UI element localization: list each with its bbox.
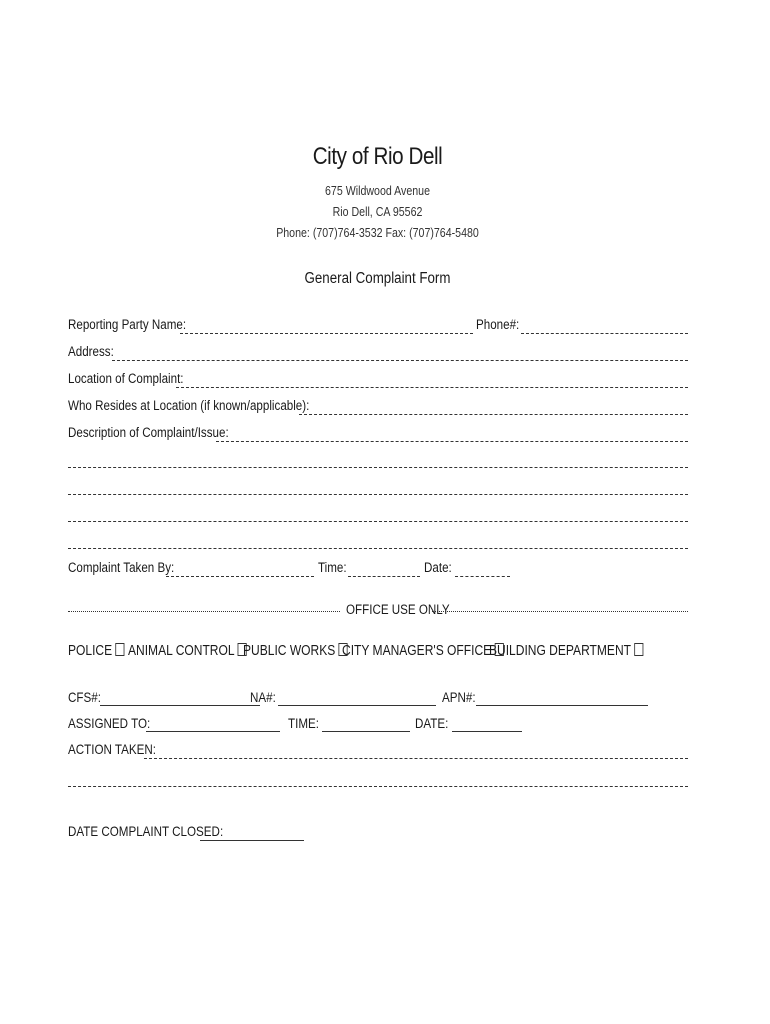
action-taken-label: ACTION TAKEN: [68, 741, 157, 757]
description-line[interactable] [68, 494, 688, 495]
resides-field[interactable] [299, 414, 688, 415]
dept-city-manager[interactable]: CITY MANAGER'S OFFICE [342, 643, 504, 659]
action-taken-line[interactable] [68, 786, 688, 787]
apn-field[interactable] [476, 705, 648, 706]
taken-by-label: Complaint Taken By: [68, 560, 175, 575]
description-label: Description of Complaint/Issue: [68, 425, 229, 440]
cfs-label: CFS#: [68, 689, 101, 705]
na-label: NA#: [250, 689, 276, 705]
office-use-heading: OFFICE USE ONLY [346, 602, 450, 617]
dept-building[interactable]: BUILDING DEPARTMENT [489, 643, 643, 659]
office-date-field[interactable] [452, 731, 522, 732]
date-closed-label: DATE COMPLAINT CLOSED: [68, 823, 224, 839]
apn-label: APN#: [442, 689, 476, 705]
address-phone-fax: Phone: (707)764-3532 Fax: (707)764-5480 [276, 226, 479, 240]
assigned-label: ASSIGNED TO: [68, 715, 151, 731]
city-title: City of Rio Dell [312, 143, 443, 170]
office-date-label: DATE: [415, 715, 449, 731]
action-taken-field[interactable] [144, 758, 688, 759]
assigned-field[interactable] [146, 731, 280, 732]
date-field[interactable] [455, 576, 510, 577]
dept-police[interactable]: POLICE [68, 643, 125, 659]
phone-field[interactable] [521, 333, 688, 334]
address-field[interactable] [112, 360, 688, 361]
reporting-party-label: Reporting Party Name: [68, 317, 187, 332]
building-checkbox[interactable] [634, 643, 643, 656]
date-closed-field[interactable] [200, 840, 304, 841]
dept-public-works[interactable]: PUBLIC WORKS [243, 643, 348, 659]
description-field[interactable] [216, 441, 688, 442]
office-divider-right [432, 611, 688, 612]
address-street: 675 Wildwood Avenue [325, 184, 430, 198]
taken-by-field[interactable] [166, 576, 314, 577]
address-label: Address: [68, 344, 114, 359]
location-field[interactable] [176, 387, 688, 388]
form-title: General Complaint Form [304, 270, 451, 287]
address-city: Rio Dell, CA 95562 [332, 205, 423, 219]
office-time-label: TIME: [288, 715, 319, 731]
description-line[interactable] [68, 548, 688, 549]
office-divider-left [68, 611, 340, 612]
date-label: Date: [424, 560, 452, 575]
location-label: Location of Complaint: [68, 371, 184, 386]
phone-label: Phone#: [476, 317, 520, 332]
reporting-party-field[interactable] [180, 333, 473, 334]
description-line[interactable] [68, 521, 688, 522]
police-checkbox[interactable] [115, 643, 124, 656]
na-field[interactable] [278, 705, 436, 706]
time-label: Time: [318, 560, 347, 575]
resides-label: Who Resides at Location (if known/applicable): [68, 398, 310, 413]
time-field[interactable] [348, 576, 420, 577]
cfs-field[interactable] [100, 705, 260, 706]
description-line[interactable] [68, 467, 688, 468]
dept-animal-control[interactable]: ANIMAL CONTROL [128, 643, 247, 659]
office-time-field[interactable] [322, 731, 410, 732]
